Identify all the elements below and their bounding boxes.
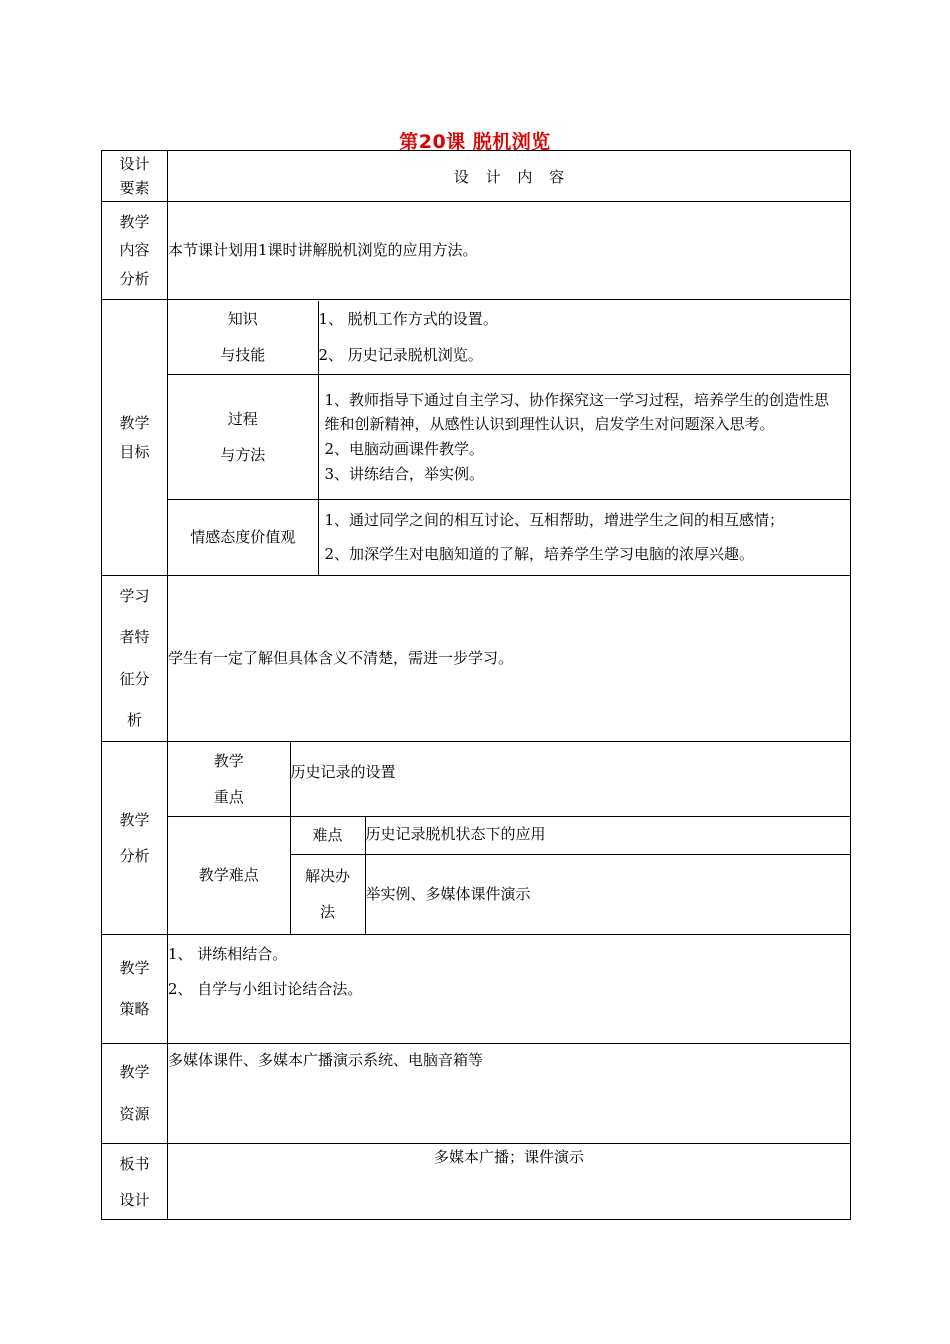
strategy-row <box>102 935 851 1044</box>
label-line: 资源 <box>119 1104 150 1123</box>
label-line: 法 <box>319 903 335 922</box>
process-item: 3、讲练结合，举实例。 <box>324 464 485 483</box>
label-line: 征分 <box>119 669 150 688</box>
content-analysis-text: 本节课计划用1课时讲解脱机浏览的应用方法。 <box>168 202 851 300</box>
objectives-row <box>102 300 851 576</box>
knowledge-content <box>318 301 850 375</box>
learner-analysis-text: 学生有一定了解但具体含义不清楚，需进一步学习。 <box>168 576 851 742</box>
solution-label <box>290 854 365 934</box>
header-col1-cell <box>102 151 168 202</box>
objectives-label <box>102 300 168 576</box>
content-analysis-label <box>102 202 168 300</box>
strategy-item: 2、 自学与小组讨论结合法。 <box>168 979 363 998</box>
teaching-analysis-label <box>102 742 168 935</box>
knowledge-label <box>168 301 318 375</box>
label-line: 教学 <box>213 751 244 770</box>
emotion-content <box>318 500 850 575</box>
label-line: 教学 <box>119 1063 150 1082</box>
label-line: 析 <box>126 710 142 729</box>
label-line: 教学 <box>119 414 150 432</box>
label-line: 教学 <box>119 811 150 829</box>
key-point-text: 历史记录的设置 <box>290 742 850 816</box>
resources-label <box>102 1044 168 1144</box>
difficulty-label: 教学难点 <box>168 816 290 934</box>
strategy-label <box>102 935 168 1044</box>
learner-analysis-label <box>102 576 168 742</box>
label-line: 解决办 <box>304 867 350 886</box>
teaching-analysis-subtable-cell <box>168 742 851 935</box>
solution-text: 举实例、多媒体课件演示 <box>365 854 850 934</box>
key-point-label <box>168 742 290 816</box>
content-analysis-row <box>102 202 851 300</box>
teaching-analysis-subtable <box>168 742 850 934</box>
header-col2-cell <box>168 151 851 202</box>
emotion-row <box>168 500 850 575</box>
hard-text: 历史记录脱机状态下的应用 <box>365 816 850 854</box>
label-line: 目标 <box>119 442 150 461</box>
key-point-row <box>168 742 850 816</box>
board-row <box>102 1144 851 1220</box>
knowledge-row <box>168 301 850 375</box>
hard-label: 难点 <box>290 816 365 854</box>
process-item: 2、电脑动画课件教学。 <box>324 440 485 458</box>
label-line: 分析 <box>119 847 150 865</box>
header-col1-line2: 要素 <box>119 179 150 197</box>
board-text: 多媒本广播；课件演示 <box>168 1144 851 1220</box>
label-line: 者特 <box>119 628 150 647</box>
teaching-analysis-row <box>102 742 851 935</box>
strategy-item: 1、 讲练相结合。 <box>168 945 288 963</box>
label-line: 分析 <box>119 269 150 288</box>
process-row <box>168 375 850 500</box>
lesson-plan-table <box>101 150 851 1220</box>
header-col1-line1: 设计 <box>119 155 150 173</box>
difficulty-row <box>168 816 850 854</box>
label-line: 与技能 <box>220 346 266 365</box>
label-line: 教学 <box>119 958 150 977</box>
process-label <box>168 375 318 500</box>
label-line: 重点 <box>213 787 244 806</box>
label-line: 过程 <box>227 410 258 428</box>
label-line: 内容 <box>119 241 150 260</box>
board-label <box>102 1144 168 1220</box>
label-line: 知识 <box>227 310 258 329</box>
learner-analysis-row <box>102 576 851 742</box>
emotion-label: 情感态度价值观 <box>168 500 318 575</box>
knowledge-item: 2、 历史记录脱机浏览。 <box>318 346 483 365</box>
objectives-subtable-cell <box>168 300 851 576</box>
emotion-item: 1、通过同学之间的相互讨论、互相帮助，增进学生之间的相互感情； <box>324 510 785 529</box>
label-line: 板书 <box>119 1154 150 1173</box>
page-title: 第20课 脱机浏览 <box>399 131 551 153</box>
strategy-content <box>168 935 851 1044</box>
objectives-subtable <box>168 301 850 575</box>
process-item: 1、教师指导下通过自主学习、协作探究这一学习过程，培养学生的创造性思维和创新精神，从感性认识到理性认识，启发学生对问题深入思考。 <box>324 390 830 434</box>
emotion-item: 2、加深学生对电脑知道的了解，培养学生学习电脑的浓厚兴趣。 <box>324 545 755 564</box>
label-line: 与方法 <box>220 446 266 464</box>
resources-row <box>102 1044 851 1144</box>
label-line: 学习 <box>119 587 150 605</box>
header-col2-text: 设 计 内 容 <box>453 167 565 186</box>
knowledge-item: 1、 脱机工作方式的设置。 <box>318 310 498 329</box>
label-line: 教学 <box>119 212 150 231</box>
header-row <box>102 151 851 202</box>
resources-text: 多媒体课件、多媒本广播演示系统、电脑音箱等 <box>168 1044 851 1144</box>
label-line: 设计 <box>119 1190 150 1209</box>
process-content <box>318 375 850 500</box>
label-line: 策略 <box>119 1000 150 1018</box>
